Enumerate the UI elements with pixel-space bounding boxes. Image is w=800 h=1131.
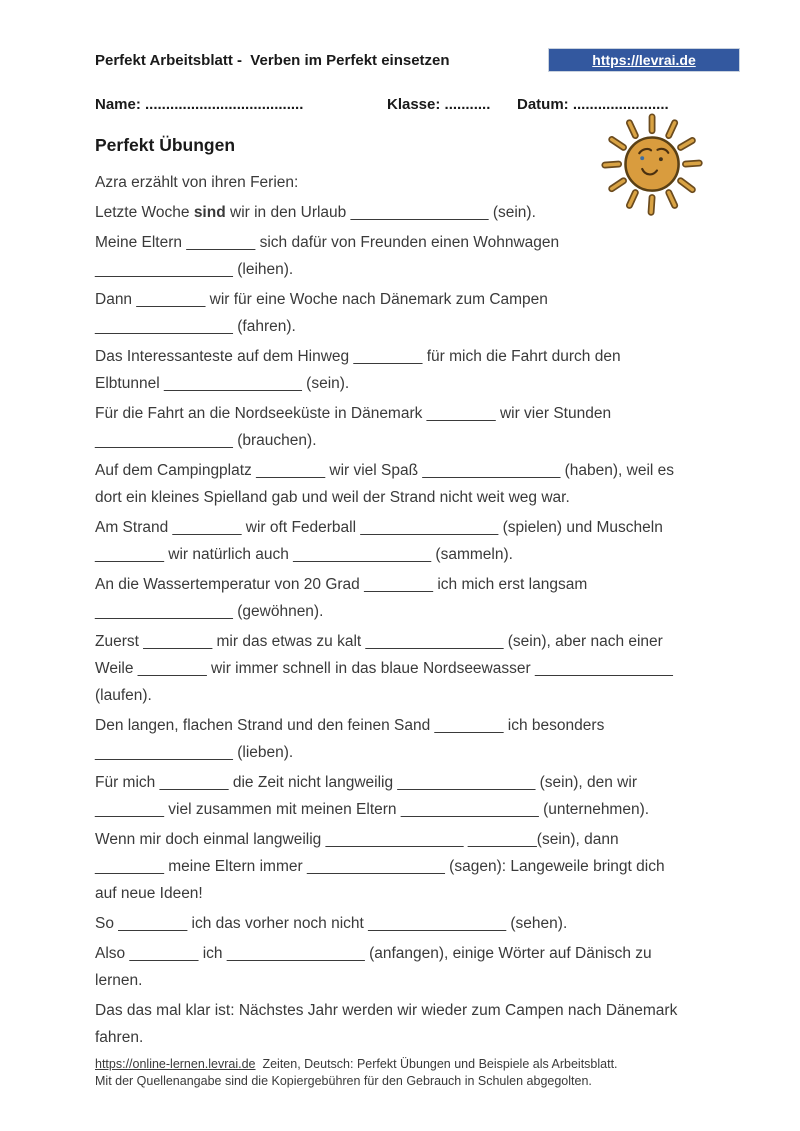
worksheet-header: [95, 48, 740, 72]
datum-field-label: Datum: .......................: [517, 96, 669, 113]
exercise-paragraph: [95, 910, 740, 937]
exercise-line: auf neue Ideen!: [95, 885, 203, 902]
exercise-line: Auf dem Campingplatz ________ wir viel Spaß ________________ (haben), weil es: [95, 462, 675, 479]
exercise-paragraph: [95, 343, 740, 397]
footer-line-1: [95, 1056, 740, 1073]
sun-icon: [596, 110, 714, 228]
exercise-paragraph: [95, 457, 740, 511]
exercise-line: ________________ (lieben).: [95, 744, 294, 761]
exercise-line: Für mich ________ die Zeit nicht langweilig ________________ (sein), den wir: [95, 774, 637, 791]
exercise-line: ________________ (brauchen).: [95, 432, 317, 449]
exercise-line: ________ meine Eltern immer ________________ (sagen): Langeweile bringt dich: [95, 858, 665, 875]
exercise-paragraph: [95, 571, 740, 625]
exercise-paragraph: [95, 628, 740, 709]
exercise-line: fahren.: [95, 1029, 144, 1046]
exercise-line: Dann ________ wir für eine Woche nach Dänemark zum Campen: [95, 291, 548, 308]
exercise-line: dort ein kleines Spielland gab und weil der Strand nicht weit weg war.: [95, 489, 570, 506]
exercise-line: ________________ (leihen).: [95, 261, 294, 278]
exercise-paragraph: [95, 940, 740, 994]
exercise-line: ________________ (fahren).: [95, 318, 296, 335]
exercise-paragraph: [95, 286, 740, 340]
exercise-paragraph: [95, 826, 740, 907]
footer-line-1-text: Zeiten, Deutsch: Perfekt Übungen und Beispiele als Arbeitsblatt.: [255, 1057, 618, 1071]
exercise-paragraph: [95, 712, 740, 766]
exercise-line: Also ________ ich ________________ (anfangen), einige Wörter auf Dänisch zu: [95, 945, 652, 962]
exercise-paragraph: [95, 514, 740, 568]
exercise-line: ________________ (gewöhnen).: [95, 603, 324, 620]
exercise-line: lernen.: [95, 972, 143, 989]
footer: [95, 1056, 740, 1090]
exercise-line: (laufen).: [95, 687, 152, 704]
footer-link[interactable]: https://online-lernen.levrai.de: [95, 1057, 256, 1071]
exercise-line: Azra erzählt von ihren Ferien:: [95, 174, 299, 191]
exercise-line: So ________ ich das vorher noch nicht ________________ (sehen).: [95, 915, 568, 932]
exercise-line: Zuerst ________ mir das etwas zu kalt ________________ (sein), aber nach einer: [95, 633, 663, 650]
exercise-line: Letzte Woche sind wir in den Urlaub ________________ (sein).: [95, 204, 536, 221]
exercise-line: Das das mal klar ist: Nächstes Jahr werden wir wieder zum Campen nach Dänemark: [95, 1002, 678, 1019]
exercise-line: Weile ________ wir immer schnell in das blaue Nordseewasser ________________: [95, 660, 673, 677]
exercise-line: ________ wir natürlich auch ________________ (sammeln).: [95, 546, 513, 563]
exercise-line: Für die Fahrt an die Nordseeküste in Dänemark ________ wir vier Stunden: [95, 405, 612, 422]
exercise-line: Meine Eltern ________ sich dafür von Freunden einen Wohnwagen: [95, 234, 560, 251]
sun-illustration: [596, 110, 714, 228]
levrai-link[interactable]: https://levrai.de: [548, 48, 740, 72]
exercise-line: ________ viel zusammen mit meinen Eltern ________________ (unternehmen).: [95, 801, 650, 818]
exercise-line: Wenn mir doch einmal langweilig ________________ ________(sein), dann: [95, 831, 619, 848]
worksheet-header-title: Perfekt Arbeitsblatt - Verben im Perfekt einsetzen: [95, 51, 450, 69]
exercise-paragraph: [95, 769, 740, 823]
exercise-line: An die Wassertemperatur von 20 Grad ________ ich mich erst langsam: [95, 576, 588, 593]
name-field-label: Name: ......................................: [95, 96, 304, 113]
exercise-line: Den langen, flachen Strand und den feinen Sand ________ ich besonders: [95, 717, 605, 734]
exercise-line: Das Interessanteste auf dem Hinweg ________ für mich die Fahrt durch den: [95, 348, 621, 365]
exercise-line: Am Strand ________ wir oft Federball ________________ (spielen) und Muscheln: [95, 519, 663, 536]
footer-line-2: Mit der Quellenangabe sind die Kopiergebühren für den Gebrauch in Schulen abgegolten.: [95, 1074, 592, 1088]
exercise-body: [95, 169, 740, 1051]
exercise-paragraph: [95, 997, 740, 1051]
exercise-paragraph: [95, 400, 740, 454]
page-title: Perfekt Übungen: [95, 135, 236, 155]
klasse-field-label: Klasse: ...........: [387, 96, 491, 113]
exercise-line: Elbtunnel ________________ (sein).: [95, 375, 350, 392]
exercise-paragraph: [95, 229, 740, 283]
